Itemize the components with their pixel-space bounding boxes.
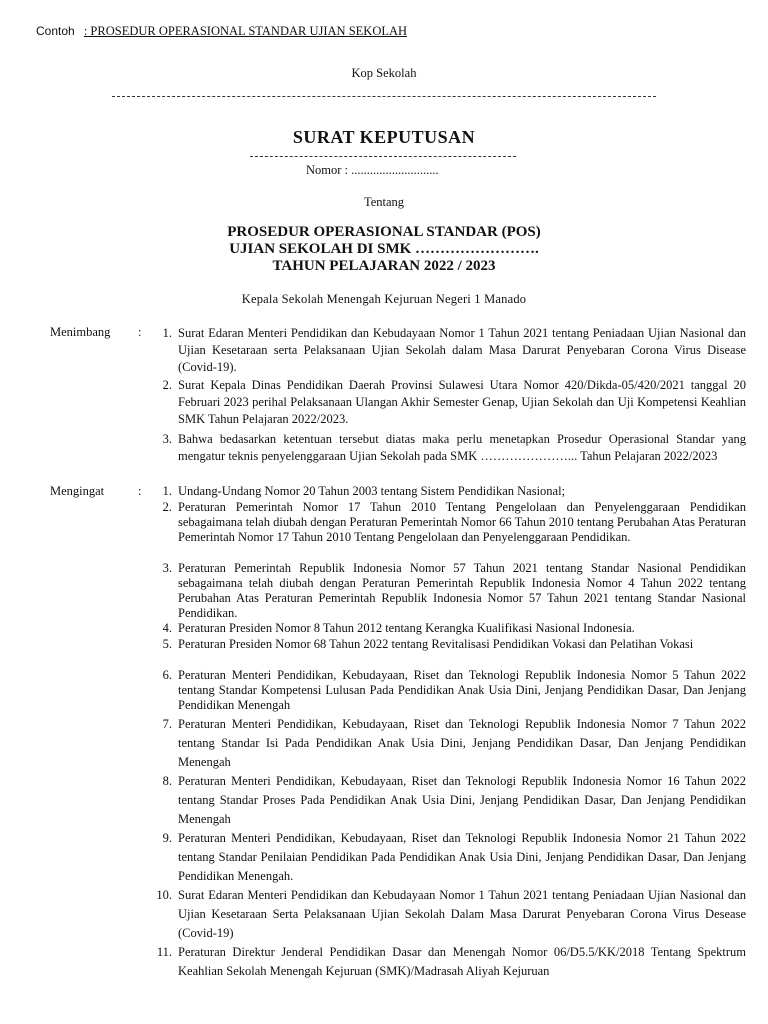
list-item-text: Peraturan Pemerintah Republik Indonesia Nomor 57 Tahun 2021 tentang Standar Nasional Pendidikan sebagaimana telah diubah dengan Peraturan Pemerintah Republik Indonesia Nomor 4 Tahun 2022 tentang Perubahan Atas Peraturan Pemerintah Republik Indonesia Nomor 57 Tahun 2021 tentang Standar Nasional Pendidikan.	[178, 561, 746, 620]
list-item-number: 1.	[162, 326, 172, 340]
list-item-number: 6.	[162, 668, 172, 682]
mengingat-label: Mengingat	[50, 484, 105, 498]
menimbang-label: Menimbang	[50, 325, 111, 339]
pos-title	[0, 224, 768, 275]
list-item-text: Surat Edaran Menteri Pendidikan dan Kebudayaan Nomor 1 Tahun 2021 tentang Peniadaan Ujian Nasional dan Ujian Kesetaraan Serta Pelaksanaan Ujian Sekolah Dalam Masa Darurat Penyebaran Corona Virus Desease (Covid-19)	[178, 888, 746, 940]
list-item-number: 3.	[162, 561, 172, 575]
example-heading	[36, 24, 407, 39]
mengingat-colon: :	[138, 484, 142, 498]
list-item-text: Peraturan Menteri Pendidikan, Kebudayaan, Riset dan Teknologi Republik Indonesia Nomor 21 Tahun 2022 tentang Standar Penilaian Pendidikan Pada Pendidikan Anak Usia Dini, Jenjang Pendidikan Dasar, Dan Jenjang Pendidikan Menengah.	[178, 831, 746, 883]
list-item-number: 2.	[162, 378, 172, 392]
list-item-number: 3.	[162, 432, 172, 446]
list-item-number: 10.	[156, 888, 172, 902]
principal-line: Kepala Sekolah Menengah Kejuruan Negeri 1 Manado	[241, 292, 527, 306]
list-item-text: Peraturan Menteri Pendidikan, Kebudayaan, Riset dan Teknologi Republik Indonesia Nomor 7 Tahun 2022 tentang Standar Isi Pada Pendidikan Anak Usia Dini, Jenjang Pendidikan Dasar, Dan Jenjang Pendidikan Menengah	[178, 717, 746, 769]
list-item-text: Peraturan Presiden Nomor 68 Tahun 2022 tentang Revitalisasi Pendidikan Vokasi dan Pelatihan Vokasi	[178, 637, 694, 651]
example-label: Contoh	[36, 24, 75, 38]
about-label: Tentang	[363, 195, 405, 209]
letterhead-divider	[112, 96, 656, 97]
list-item-number: 8.	[162, 774, 172, 788]
school-letterhead: Kop Sekolah	[351, 66, 417, 80]
list-item-number: 9.	[162, 831, 172, 845]
list-item-text: Bahwa bedasarkan ketentuan tersebut diatas maka perlu menetapkan Prosedur Operasional Standar yang mengatur teknis penyelenggaraan Ujian Sekolah pada SMK …………………... Tahun Pelajaran 2022/2023	[178, 432, 746, 463]
example-title: : PROSEDUR OPERASIONAL STANDAR UJIAN SEKOLAH	[83, 24, 408, 38]
decree-number: Nomor : ............................	[306, 163, 439, 177]
list-item-text: Peraturan Direktur Jenderal Pendidikan Dasar dan Menengah Nomor 06/D5.5/KK/2018 Tentang Spektrum Keahlian Sekolah Menengah Kejuruan (SMK)/Madrasah Aliyah Kejuruan	[178, 945, 746, 978]
list-item-number: 4.	[162, 621, 172, 635]
title-divider	[250, 156, 516, 157]
list-item-number: 11.	[156, 945, 172, 959]
list-item-text: Surat Edaran Menteri Pendidikan dan Kebudayaan Nomor 1 Tahun 2021 tentang Peniadaan Ujian Nasional dan Ujian Kesetaraan serta Pelaksanaan Ujian Sekolah dalam Masa Darurat Penyebaran Corona Virus Disease (Covid-19).	[178, 326, 746, 374]
list-item-number: 1.	[162, 484, 172, 498]
decree-title: SURAT KEPUTUSAN	[292, 127, 476, 147]
list-item-text: Surat Kepala Dinas Pendidikan Daerah Provinsi Sulawesi Utara Nomor 420/Dikda-05/420/2021 tanggal 20 Februari 2023 perihal Pelaksanaan Ulangan Akhir Semester Genap, Ujian Sekolah dan Uji Kompetensi Keahlian SMK Tahun Pelajaran 2022/2023.	[178, 378, 746, 426]
list-item-text: Undang-Undang Nomor 20 Tahun 2003 tentang Sistem Pendidikan Nasional;	[178, 484, 566, 498]
pos-title-line: PROSEDUR OPERASIONAL STANDAR (POS)	[227, 224, 541, 240]
list-item-text: Peraturan Menteri Pendidikan, Kebudayaan, Riset dan Teknologi Republik Indonesia Nomor 5 Tahun 2022 tentang Standar Kompetensi Lulusan Pada Pendidikan Anak Usia Dini, Jenjang Pendidikan Dasar, Dan Jenjang Pendidikan Menengah	[178, 668, 746, 712]
list-item-number: 7.	[162, 717, 172, 731]
list-item-text: Peraturan Pemerintah Nomor 17 Tahun 2010 Tentang Pengelolaan dan Penyelenggaraan Pendidikan sebagaimana telah diubah dengan Peraturan Pemerintah Nomor 66 Tahun 2010 tentang Perubahan Atas Peraturan Pemerintah Nomor 17 Tahun 2010 Tentang Pengelolaan dan Penyelenggaraan Pendidikan.	[178, 500, 746, 544]
list-item-number: 2.	[162, 500, 172, 514]
menimbang-colon: :	[138, 325, 142, 339]
pos-title-line: UJIAN SEKOLAH DI SMK …………………….	[229, 241, 539, 257]
list-item-number: 5.	[162, 637, 172, 651]
list-item-text: Peraturan Presiden Nomor 8 Tahun 2012 tentang Kerangka Kualifikasi Nasional Indonesia.	[178, 621, 635, 635]
pos-title-line: TAHUN PELAJARAN 2022 / 2023	[272, 258, 496, 274]
list-item-text: Peraturan Menteri Pendidikan, Kebudayaan, Riset dan Teknologi Republik Indonesia Nomor 16 Tahun 2022 tentang Standar Proses Pada Pendidikan Anak Usia Dini, Jenjang Pendidikan Dasar, Dan Jenjang Pendidikan Menengah	[178, 774, 746, 826]
